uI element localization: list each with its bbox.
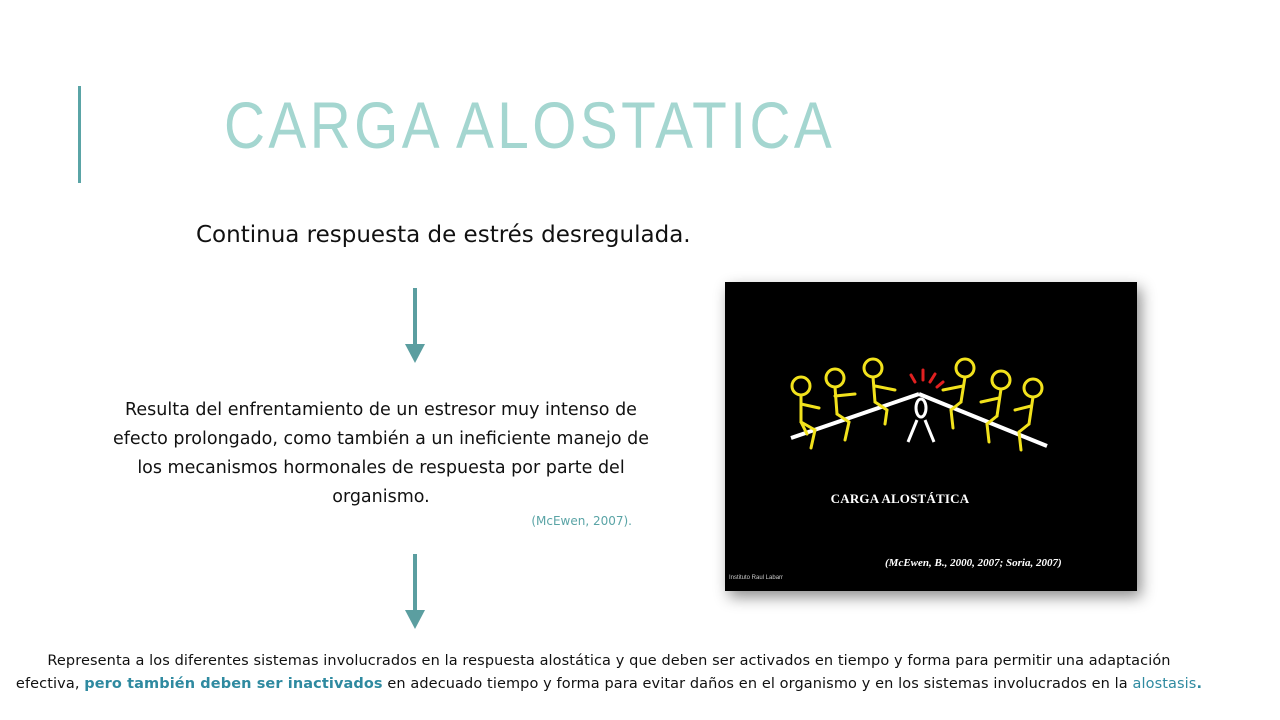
slide-title: CARGA ALOSTATICA (224, 88, 836, 162)
footer-text-part1: Representa a los diferentes sistemas involucrados en la respuesta alostática y que deben ser activados en tiempo y forma para permitir una adaptación efectiva, (15, 653, 1171, 692)
footer-paragraph (14, 650, 1204, 696)
footer-emphasis: pero también deben ser inactivados (84, 676, 383, 692)
footer-alostasis-term: alostasis (1132, 676, 1197, 692)
image-caption-title: CARGA ALOSTÁTICA (830, 491, 970, 506)
image-caption-citation: (McEwen, B., 2000, 2007; Soria, 2007) (885, 557, 1062, 569)
arrow-down-icon (404, 288, 426, 364)
body-paragraph: Resulta del enfrentamiento de un estresor muy intenso de efecto prolongado, como también a un ineficiente manejo de los mecanismos hormonales de respuesta por parte del organismo. (112, 400, 650, 507)
footer-period: . (1196, 676, 1203, 692)
arrow-down-icon (404, 554, 426, 630)
footer-text-part2: en adecuado tiempo y forma para evitar daños en el organismo y en los sistemas involucrados en la (382, 676, 1133, 692)
slide-subtitle: Continua respuesta de estrés desregulada. (196, 222, 691, 248)
allostatic-load-image (725, 282, 1137, 591)
citation: (McEwen, 2007). (531, 514, 632, 528)
title-accent-bar (78, 86, 81, 183)
image-logo: Instituto Raul Labarr (729, 575, 784, 581)
seesaw-figures-illustration (725, 282, 1137, 591)
